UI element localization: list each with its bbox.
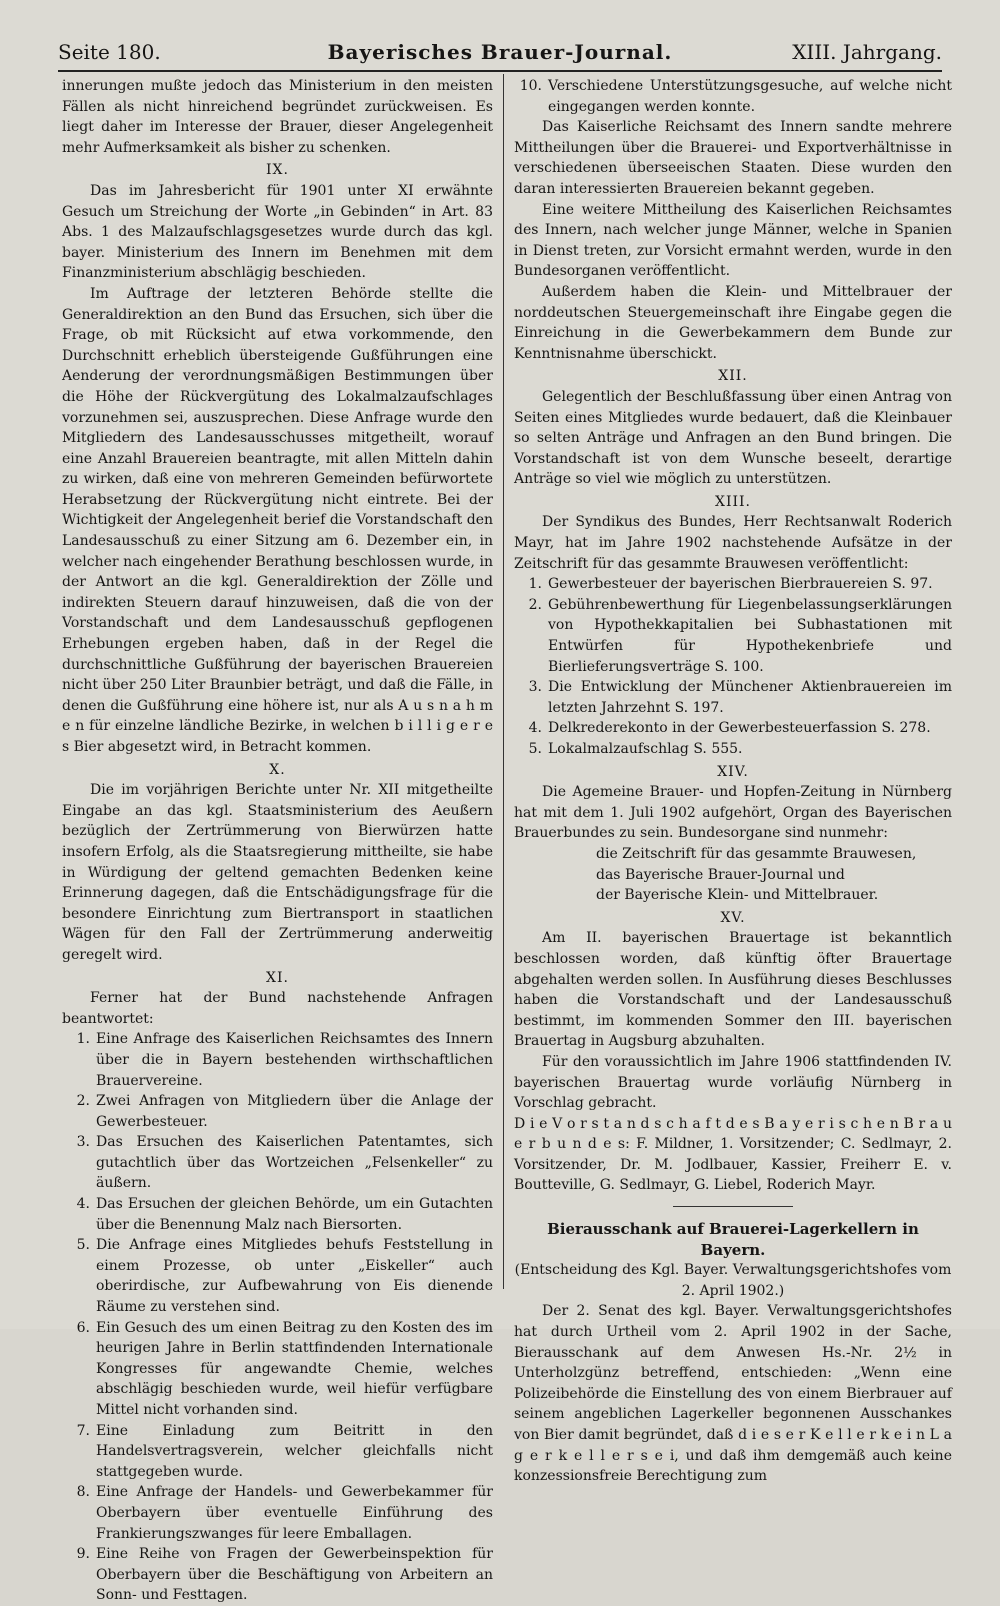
list-text: Ein Gesuch des um einen Beitrag zu den Kosten des im heurigen Jahre in Berlin stattfindenden Internationale Kongresses für angewandte Chemie, welches abschlägig beschieden wurde, weil hiefür verfügbare Mittel nicht vorhanden sind.	[96, 1319, 493, 1418]
column-divider	[503, 74, 504, 1289]
section-heading-ix: IX.	[266, 162, 289, 179]
list-text: Die Entwicklung der Münchener Aktienbrauereien im letzten Jahrzehnt S. 197.	[548, 679, 952, 716]
organ-list	[514, 844, 952, 906]
paragraph: Eine weitere Mittheilung des Kaiserlichen Reichsamtes des Innern, nach welcher junge Männer, welche in Spanien in Dienst treten, zur Vorsicht ermahnt werden, wurde in den Bundesorganen veröffentlicht.	[514, 201, 952, 280]
list-number: 3.	[76, 1134, 90, 1151]
list-item	[514, 718, 952, 739]
paragraph: Das Kaiserliche Reichsamt des Innern sandte mehrere Mittheilungen über die Brauerei- und Exportverhältnisse in verschiedenen überseeischen Staaten. Diese wurden den daran interessierten Brauereien bekannt gegeben.	[514, 119, 952, 197]
board-paragraph: D i e V o r s t a n d s c h a f t d e s B a y e r i s c h e n B r a u e r b u n d e s: F. Mildner, 1. Vorsitzender; C. Sedlmayr, 2. Vorsitzender, Dr. M. Jodlbauer, Kassier, Freiherr E. v. Boutteville, G. Sedlmayr, G. Liebel, Roderich Mayr.	[514, 1115, 952, 1194]
list-number: 5.	[528, 741, 542, 757]
list-number: 1.	[76, 1031, 90, 1048]
list-number: 4.	[76, 1196, 90, 1213]
section-heading-xiv: XIV.	[717, 763, 749, 780]
list-item	[62, 1091, 493, 1132]
page-header	[58, 40, 942, 70]
organ-line: die Zeitschrift für das gesammte Brauwesen,	[596, 845, 917, 862]
paragraph: Im Auftrage der letzteren Behörde stellte die Generaldirektion an den Bund das Ersuchen, sich über die Frage, ob mit Rücksicht auf etwa vorkommende, den Durchschnitt erheblich übersteigende Gußführungen eine Aenderung der verordnungsmäßigen Bestimmungen über die Höhe der Rückvergütung des Lokalmalzaufschlages vorzunehmen sei, auszusprechen. Diese Anfrage wurde den Mitgliedern des Landesausschusses mitgetheilt, worauf eine Anzahl Brauereien beantragte, mit allen Mitteln dahin zu wirken, daß eine von mehreren Gemeinden befürwortete Herabsetzung der Rückvergütung nicht eintrete. Bei der Wichtigkeit der Angelegenheit berief die Vorstandschaft den Landesausschuß zu einer Sitzung am 6. Dezember ein, in welcher nach eingehender Berathung beschlossen wurde, in der Antwort an die kgl. Generaldirektion der Zölle und indirekten Steuern darauf hinzuweisen, daß die von der Vorstandschaft und dem Landesausschuß gepflogenen Erhebungen ergeben haben, daß in der Regel die durchschnittliche Gußführung der bayerischen Brauereien nicht über 250 Liter Braunbier beträgt, und daß die Fälle, in denen die Gußführung eine höhere ist, nur als A u s n a h m e n für einzelne ländliche Bezirke, in welchen b i l l i g e r e s Bier abgesetzt wird, in Betracht kommen.	[62, 285, 494, 755]
list-text: Zwei Anfragen von Mitgliedern über die Anlage der Gewerbesteuer.	[96, 1093, 493, 1130]
page-number: Seite 180.	[58, 40, 161, 64]
list-number: 2.	[528, 596, 542, 613]
paragraph: Außerdem haben die Klein- und Mittelbrauer der norddeutschen Steuergemeinschaft ihre Eingabe gegen die Einreichung in die Gewerbekammern dem Bunde zur Kenntnisnahme überschickt.	[514, 283, 952, 362]
list-item	[62, 1318, 493, 1421]
list-number: 3.	[528, 679, 542, 696]
left-column	[62, 76, 493, 1606]
list-text: Eine Einladung zum Beitritt in den Handelsvertragsverein, welcher gleichfalls nicht stattgegeben wurde.	[96, 1422, 493, 1480]
list-text: Delkrederekonto in der Gewerbesteuerfassion S. 278.	[548, 720, 931, 737]
list-item	[514, 574, 952, 595]
article-subtitle: (Entscheidung des Kgl. Bayer. Verwaltungsgerichtshofes vom 2. April 1902.)	[514, 1262, 952, 1299]
paragraph: Das im Jahresbericht für 1901 unter XI erwähnte Gesuch um Streichung der Worte „in Gebinden“ in Art. 83 Abs. 1 des Malzaufschlagsgesetzes wurde durch das kgl. bayer. Ministerium des Innern im Benehmen mit dem Finanzministerium abschlägig beschieden.	[62, 182, 493, 282]
journal-title: Bayerisches Brauer-Journal.	[327, 40, 673, 64]
section-heading-x: X.	[269, 761, 286, 778]
header-rule	[58, 70, 942, 72]
volume-label: XIII. Jahrgang.	[792, 40, 942, 64]
list	[514, 574, 952, 759]
list-text: Verschiedene Unterstützungsgesuche, auf welche nicht eingegangen werden konnte.	[548, 78, 952, 115]
list-item	[62, 1194, 493, 1235]
list-item	[62, 1132, 493, 1194]
section-heading-xiii: XIII.	[714, 493, 751, 510]
list-number: 7.	[76, 1422, 90, 1439]
right-column	[514, 76, 952, 1487]
paragraph: Der 2. Senat des kgl. Bayer. Verwaltungsgerichtshofes hat durch Urtheil vom 2. April 1902 in der Sache, Bierausschank auf dem Anwesen Hs.-Nr. 2½ in Unterholzgünz betreffend, entschieden: „Wenn eine Polizeibehörde die Einstellung des von einem Bierbrauer auf seinem angeblichen Lagerkeller begonnenen Ausschankes von Bier damit begründet, daß d i e s e r K e l l e r k e i n L a g e r k e l l e r s e i, und daß ihm demgemäß auch keine konzessionsfreie Berechtigung zum	[514, 1303, 952, 1485]
list-text: Eine Reihe von Fragen der Gewerbeinspektion für Oberbayern über die Beschäftigung von Arbeitern an Sonn- und Festtagen.	[96, 1546, 493, 1604]
list-text: Das Ersuchen des Kaiserlichen Patentamtes, sich gutachtlich über das Wortzeichen „Felsenkeller“ zu äußern.	[96, 1134, 493, 1192]
list-item	[514, 595, 952, 677]
list-text: Das Ersuchen der gleichen Behörde, um ein Gutachten über die Benennung Malz nach Biersorten.	[96, 1196, 493, 1233]
list-number: 6.	[76, 1319, 90, 1336]
article-divider	[673, 1206, 793, 1207]
section-heading-xv: XV.	[720, 909, 746, 926]
list-text: Lokalmalzaufschlag S. 555.	[548, 741, 743, 757]
section-heading-xii: XII.	[718, 368, 748, 385]
list-number: 4.	[528, 720, 542, 737]
paragraph: Ferner hat der Bund nachstehende Anfragen beantwortet:	[62, 990, 493, 1027]
list-item	[62, 1029, 493, 1091]
list-item	[62, 1421, 493, 1483]
list-text: Eine Anfrage der Handels- und Gewerbekammer für Oberbayern über eventuelle Einführung des Frankierungszwanges für leere Emballagen.	[96, 1484, 493, 1542]
list-item	[62, 1544, 493, 1606]
list-item	[62, 1235, 493, 1317]
list-item	[514, 677, 952, 718]
list-number: 8.	[76, 1484, 90, 1501]
paragraph: Die Agemeine Brauer- und Hopfen-Zeitung in Nürnberg hat mit dem 1. Juli 1902 aufgehört, Organ des Bayerischen Brauerbundes zu sein. Bundesorgane sind nunmehr:	[514, 784, 952, 842]
list-number: 9.	[76, 1546, 90, 1563]
list	[62, 1029, 493, 1606]
list-item	[62, 1482, 493, 1544]
list-item	[514, 76, 952, 117]
list-text: Die Anfrage eines Mitgliedes behufs Feststellung in einem Prozesse, ob unter „Eiskeller“ auch oberirdische, zur Aufbewahrung von Eis dienende Räume zu verstehen sind.	[96, 1237, 493, 1316]
paragraph: Die im vorjährigen Berichte unter Nr. XII mitgetheilte Eingabe an das kgl. Staatsministerium des Aeußern bezüglich der Zertrümmerung von Bierwürzen hatte insofern Erfolg, als die Staatsregierung mittheilte, sie habe in Würdigung der geltend gemachten Bedenken keine Erinnerung dagegen, daß die Entschädigungsfrage für die besondere Einrichtung zum Biertransport in staatlichen Wägen für den Fall der Zertrümmerung anderweitig geregelt wird.	[62, 782, 493, 963]
list-number: 10.	[519, 78, 542, 94]
list-text: Gebührenbewerthung für Liegenbelassungserklärungen von Hypothekkapitalien bei Subhastationen mit Entwürfen für Hypothekenbriefe und Bierlieferungsverträge S. 100.	[548, 596, 952, 675]
article-title: Bierausschank auf Brauerei-Lagerkellern in Bayern.	[547, 1220, 919, 1259]
organ-line: der Bayerische Klein- und Mittelbrauer.	[596, 887, 879, 904]
organ-line: das Bayerische Brauer-Journal und	[596, 866, 845, 883]
paragraph: Am II. bayerischen Brauertage ist bekanntlich beschlossen worden, daß künftig öfter Brauertage abgehalten werden sollen. In Ausführung dieses Beschlusses haben die Vorstandschaft und der Landesausschuß bestimmt, im kommenden Sommer den III. bayerischen Brauertag in Augsburg abzuhalten.	[514, 930, 952, 1050]
list-number: 2.	[76, 1093, 90, 1110]
paragraph: Für den voraussichtlich im Jahre 1906 stattfindenden IV. bayerischen Brauertag wurde vorläufig Nürnberg in Vorschlag gebracht.	[514, 1053, 952, 1112]
paragraph: Der Syndikus des Bundes, Herr Rechtsanwalt Roderich Mayr, hat im Jahre 1902 nachstehende Aufsätze in der Zeitschrift für das gesammte Brauwesen veröffentlicht:	[514, 514, 952, 572]
section-heading-xi: XI.	[266, 969, 289, 986]
list-number: 1.	[528, 576, 542, 593]
list-text: Gewerbesteuer der bayerischen Bierbrauereien S. 97.	[548, 576, 933, 593]
list-item	[514, 739, 952, 760]
paragraph: Gelegentlich der Beschlußfassung über einen Antrag von Seiten eines Mitgliedes wurde bedauert, daß die Kleinbauer so selten Anträge und Anfragen an den Bund bringen. Die Vorstandschaft ist von dem Wunsche beseelt, derartige Anträge so viel wie möglich zu unterstützen.	[514, 388, 952, 488]
paragraph: innerungen mußte jedoch das Ministerium in den meisten Fällen als nicht hinreichend begründet zurückweisen. Es liegt daher im Interesse der Brauer, dieser Angelegenheit mehr Aufmerksamkeit als bisher zu schenken.	[62, 78, 493, 156]
list-text: Eine Anfrage des Kaiserlichen Reichsamtes des Innern über die in Bayern bestehenden wirthschaftlichen Brauervereine.	[96, 1031, 493, 1089]
list-number: 5.	[76, 1237, 90, 1254]
